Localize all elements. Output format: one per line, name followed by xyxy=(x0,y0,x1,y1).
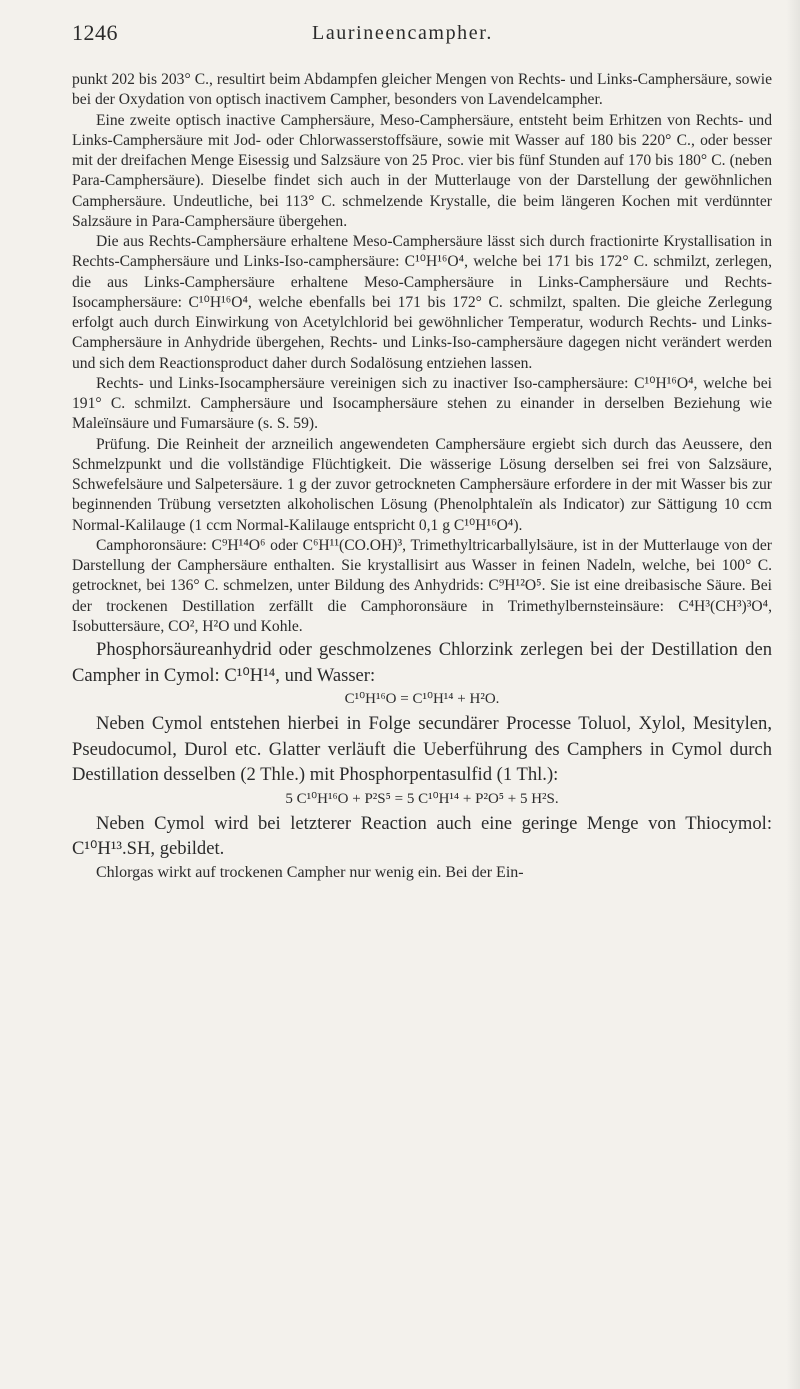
running-header xyxy=(72,20,760,50)
paragraph-camphoronsaeure: Camphoronsäure: C⁹H¹⁴O⁶ oder C⁶H¹¹(CO.OH)³, Trimethyltricarballylsäure, ist in der Mutterlauge von der Darstellung der Camphersäure enthalten. Sie krystallisirt aus Wasser in feinen Nadeln, welche, bei 100° C. getrocknet, bei 136° C. schmelzen, unter Bildung des Anhydrids: C⁹H¹²O⁵. Sie ist eine dreibasische Säure. Bei der trockenen Destillation zerfällt die Camphoronsäure in Trimethylbernsteinsäure: C⁴H³(CH³)³O⁴, Isobuttersäure, CO², H²O und Kohle. xyxy=(72,536,772,635)
paragraph-pruefung: Prüfung. Die Reinheit der arzneilich angewendeten Camphersäure ergiebt sich durch das Aeussere, den Schmelzpunkt und die vollständige Flüchtigkeit. Die wässerige Lösung derselben sei frei von Salzsäure, Schwefelsäure und Salpetersäure. 1 g der zuvor getrockneten Camphersäure erfordere in der mit Wasser bis zur beginnenden Trübung versetzten alkoholischen Lösung (Phenolphtaleïn als Indicator) zur Sättigung 10 ccm Normal-Kalilauge (1 ccm Normal-Kalilauge entspricht 0,1 g C¹⁰H¹⁶O⁴). xyxy=(72,435,772,534)
page-body xyxy=(72,70,772,884)
equation-cymol: C¹⁰H¹⁶O = C¹⁰H¹⁴ + H²O. xyxy=(344,691,500,707)
paragraph-chlorgas: Chlorgas wirkt auf trockenen Campher nur wenig ein. Bei der Ein- xyxy=(96,863,524,881)
paragraph-phosphorsaeureanhydrid: Phosphorsäureanhydrid oder geschmolzenes Chlorzink zerlegen bei der Destillation den Campher in Cymol: C¹⁰H¹⁴, und Wasser: xyxy=(72,639,772,686)
page-edge-shadow xyxy=(786,0,800,1389)
paragraph-1: punkt 202 bis 203° C., resultirt beim Abdampfen gleicher Mengen von Rechts- und Links-Camphersäure, sowie bei der Oxydation von optisch inactivem Campher, besonders von Lavendelcampher. xyxy=(72,71,772,109)
paragraph-neben-cymol: Neben Cymol entstehen hierbei in Folge secundärer Processe Toluol, Xylol, Mesitylen, Pseudocumol, Durol etc. Glatter verläuft die Ueberführung des Camphers in Cymol durch Destillation desselben (2 Thle.) mit Phosphorpentasulfid (1 Thl.): xyxy=(72,713,772,785)
paragraph-isocamphersaeure: Die aus Rechts-Camphersäure erhaltene Meso-Camphersäure lässt sich durch fractionirte Krystallisation in Rechts-Camphersäure und Links-Iso-camphersäure: C¹⁰H¹⁶O⁴, welche bei 171 bis 172° C. schmilzt, zerlegen, die aus Links-Camphersäure erhaltene Meso-Camphersäure in Links-Camphersäure und Rechts-Isocamphersäure: C¹⁰H¹⁶O⁴, welche ebenfalls bei 171 bis 172° C. schmilzt, spalten. Die gleiche Zerlegung erfolgt auch durch Einwirkung von Acetylchlorid bei gewöhnlicher Temperatur, wodurch Rechts- und Links-Camphersäure in Anhydride übergehen, Rechts- und Links-Iso-camphersäure dagegen nicht verändert werden und sich dem Reactionsproduct daher durch Sodalösung entziehen lassen. xyxy=(72,233,772,372)
running-title: Laurineencampher. xyxy=(312,22,494,44)
equation-phosphorpentasulfid: 5 C¹⁰H¹⁶O + P²S⁵ = 5 C¹⁰H¹⁴ + P²O⁵ + 5 H²S. xyxy=(285,790,559,807)
page-number: 1246 xyxy=(72,20,118,45)
paragraph-meso-camphersaeure: Eine zweite optisch inactive Camphersäure, Meso-Camphersäure, entsteht beim Erhitzen von Rechts- und Links-Camphersäure mit Jod- oder Chlorwasserstoffsäure, sowie mit Wasser auf 180 bis 220° C., oder besser mit der dreifachen Menge Eisessig und Salzsäure von 25 Proc. vier bis fünf Stunden auf 170 bis 180° C. (neben Para-Camphersäure). Dieselbe findet sich auch in der Mutterlauge von der Darstellung der gewöhnlichen Camphersäure. Undeutliche, bei 113° C. schmelzende Krystalle, die beim längeren Kochen mit verdünnter Salzsäure in Para-Camphersäure übergehen. xyxy=(72,111,772,230)
paragraph-inactive-iso: Rechts- und Links-Isocamphersäure vereinigen sich zu inactiver Iso-camphersäure: C¹⁰H¹⁶O⁴, welche bei 191° C. schmilzt. Camphersäure und Isocamphersäure stehen zu einander in derselben Beziehung wie Maleïnsäure und Fumarsäure (s. S. 59). xyxy=(72,374,772,433)
paragraph-thiocymol: Neben Cymol wird bei letzterer Reaction auch eine geringe Menge von Thiocymol: C¹⁰H¹³.SH, gebildet. xyxy=(72,812,772,859)
